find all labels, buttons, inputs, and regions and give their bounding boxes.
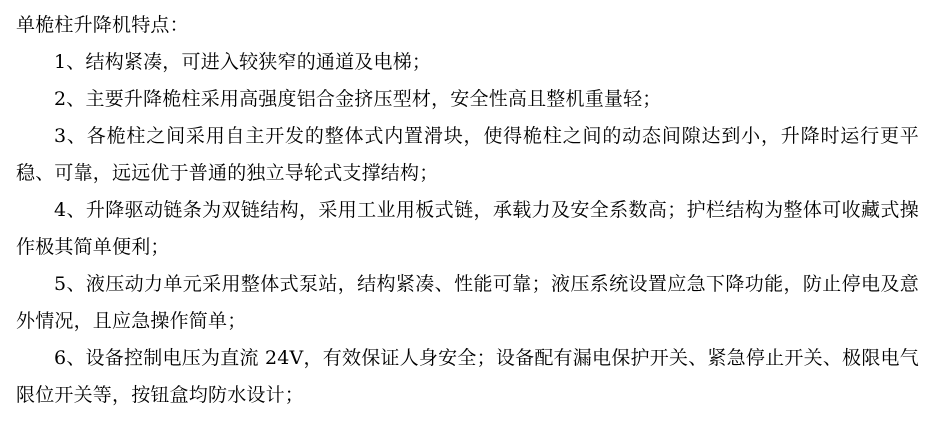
document-paragraph-3: 3、各桅柱之间采用自主开发的整体式内置滑块，使得桅柱之间的动态间隙达到小，升降时运行更平稳、可靠，远远优于普通的独立导轮式支撑结构；	[16, 125, 919, 184]
document-paragraph-2: 2、主要升降桅柱采用高强度铝合金挤压型材，安全性高且整机重量轻；	[54, 88, 662, 110]
document-title: 单桅柱升降机特点：	[16, 14, 189, 36]
document-paragraph-4: 4、升降驱动链条为双链结构，采用工业用板式链，承载力及安全系数高；护栏结构为整体可收藏式操作极其简单便利；	[16, 199, 919, 258]
document-paragraph-1: 1、结构紧凑，可进入较狭窄的通道及电梯；	[54, 51, 432, 73]
document-paragraph-5: 5、液压动力单元采用整体式泵站，结构紧凑、性能可靠；液压系统设置应急下降功能，防止停电及意外情况，且应急操作简单；	[16, 273, 919, 332]
document-paragraph-6: 6、设备控制电压为直流 24V，有效保证人身安全；设备配有漏电保护开关、紧急停止开关、极限电气限位开关等，按钮盒均防水设计；	[16, 347, 919, 406]
